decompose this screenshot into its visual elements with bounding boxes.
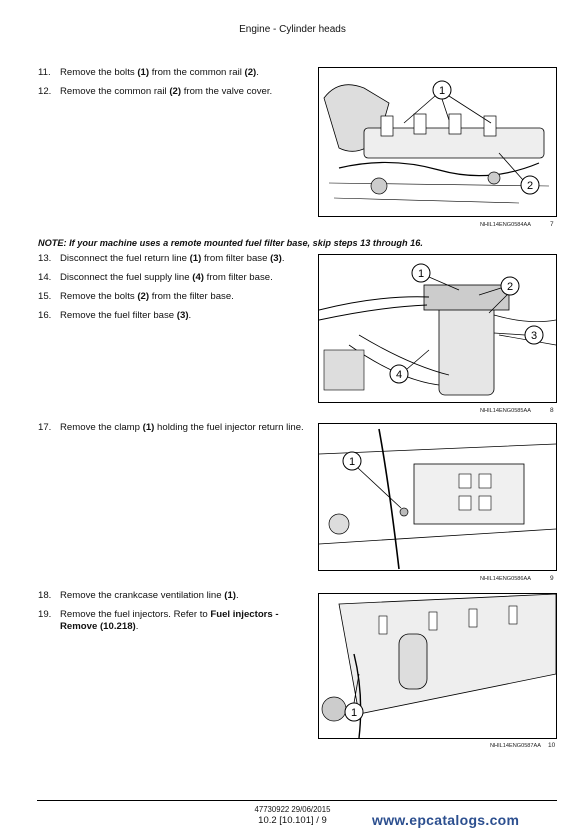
engine-illustration-7 [319,68,556,216]
figure-8-number: 8 [550,407,554,414]
engine-illustration-8 [319,255,556,402]
svg-text:1: 1 [351,707,358,719]
step-number: 12. [38,86,52,97]
step-text: Remove the bolts (2) from the filter base. [60,291,234,302]
step-text: Remove the crankcase ventilation line (1). [60,590,239,601]
engine-illustration-10 [319,594,556,738]
instruction-step [38,253,308,265]
footer-divider [37,800,557,801]
figure-10-ref: NHIL14ENG0587AA [490,743,541,749]
step-number: 13. [38,253,52,264]
svg-text:1: 1 [418,268,425,280]
footer-page-number: 10.2 [10.101] / 9 [258,815,327,826]
instruction-step [38,590,308,602]
step-text: Remove the bolts (1) from the common rail (2). [60,67,259,78]
instruction-step [38,310,308,322]
instruction-step [38,609,308,633]
figure-7-ref: NHIL14ENG0584AA [480,222,531,228]
step-text: Disconnect the fuel return line (1) from filter base (3). [60,253,285,264]
step-number: 19. [38,609,52,620]
svg-text:3: 3 [531,330,538,342]
figure-7-engine-common-rail [318,67,557,217]
svg-text:2: 2 [527,180,534,192]
figure-9-ref: NHIL14ENG0586AA [480,576,531,582]
instruction-step [38,67,308,79]
step-number: 14. [38,272,52,283]
engine-illustration-9 [319,424,556,570]
step-number: 16. [38,310,52,321]
figure-9-injector-return-clamp [318,423,557,571]
svg-text:4: 4 [396,369,403,381]
svg-text:1: 1 [349,456,356,468]
figure-9-number: 9 [550,575,554,582]
svg-text:2: 2 [507,281,514,293]
steps-group-3 [38,422,308,441]
page-header: Engine - Cylinder heads [239,24,346,35]
instruction-step [38,422,308,434]
figure-10-crankcase-ventilation [318,593,557,739]
steps-group-1 [38,67,308,105]
note-text: NOTE: If your machine uses a remote mounted fuel filter base, skip steps 13 through 16. [38,238,423,248]
step-number: 11. [38,67,51,78]
watermark-link[interactable]: www.epcatalogs.com [372,812,520,828]
svg-text:1: 1 [439,85,446,97]
step-text: Remove the fuel filter base (3). [60,310,192,321]
figure-8-fuel-filter-base [318,254,557,403]
step-number: 17. [38,422,52,433]
step-text: Remove the common rail (2) from the valve cover. [60,86,273,97]
instruction-step [38,291,308,303]
step-number: 15. [38,291,52,302]
instruction-step [38,272,308,284]
step-text: Disconnect the fuel supply line (4) from filter base. [60,272,273,283]
footer-docref: 47730922 29/06/2015 [254,805,331,814]
step-text: Remove the clamp (1) holding the fuel injector return line. [60,422,304,433]
figure-8-ref: NHIL14ENG0585AA [480,408,531,414]
figure-7-number: 7 [550,221,554,228]
step-text: Remove the fuel injectors. Refer to Fuel injectors - Remove (10.218). [60,609,279,632]
step-number: 18. [38,590,52,601]
steps-group-2 [38,253,308,329]
figure-10-number: 10 [548,742,556,749]
steps-group-4 [38,590,308,640]
instruction-step [38,86,308,98]
